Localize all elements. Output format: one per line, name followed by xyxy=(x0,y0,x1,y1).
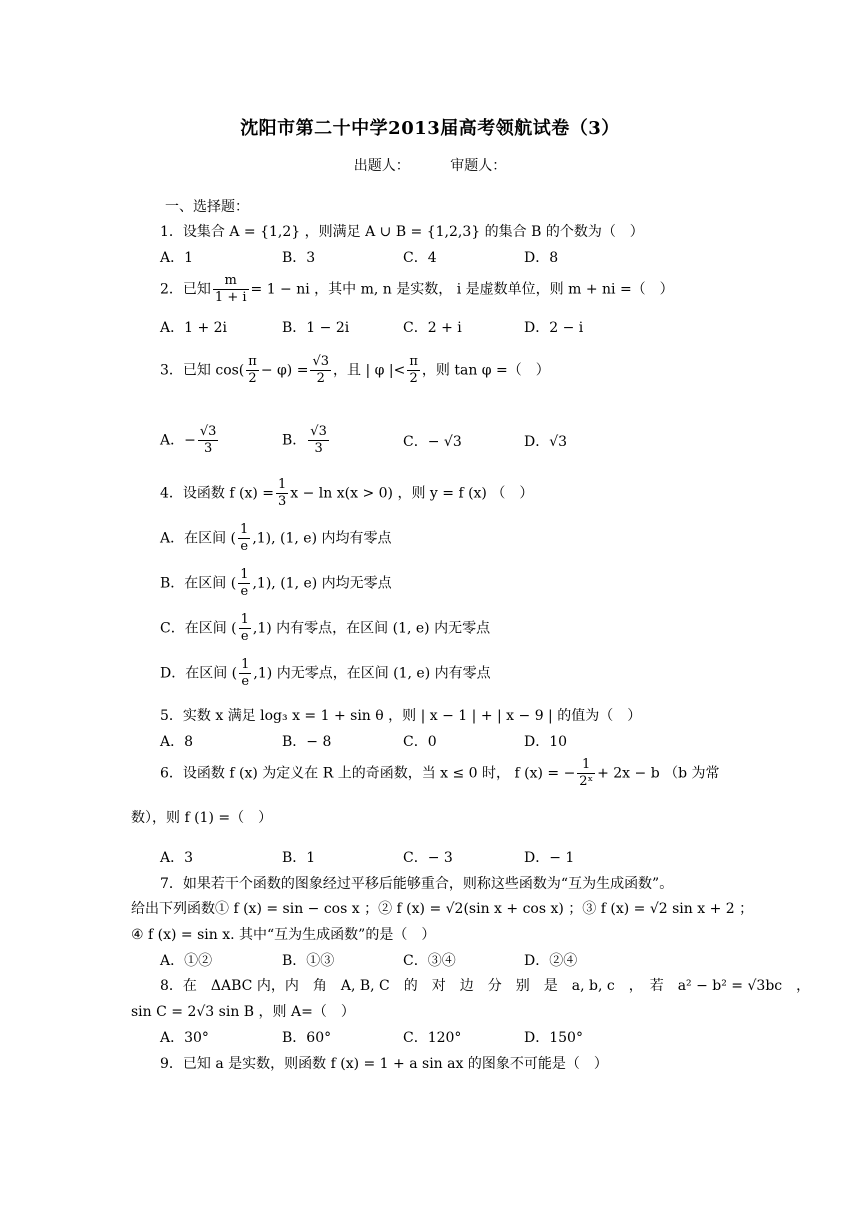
q4-option-d: D．在区间 ( $\frac{1}{e}$ ,1) 内无零点，在区间 (1, e) 内有零点 xyxy=(160,657,491,689)
q4-option-b: B．在区间 ( $\frac{1}{e}$ ,1), (1, e) 内均无零点 xyxy=(160,567,392,599)
q2-option-b: B．1 − 2i xyxy=(282,320,350,336)
q6-option-c: C．− 3 xyxy=(403,850,453,866)
q1-option-b: B．3 xyxy=(282,250,316,266)
q4-option-a: A．在区间 ( $\frac{1}{e}$ ,1), (1, e) 内均有零点 xyxy=(160,522,392,554)
question-7-line-1: 7．如果若干个函数的图象经过平移后能够重合，则称这些函数为“互为生成函数”。 xyxy=(160,876,674,892)
question-5-stem: 5．实数 x 满足 log₃ x = 1 + sin θ ，则 | x − 1 | + | x − 9 | 的值为（ ） xyxy=(160,708,642,724)
q5-option-c: C．0 xyxy=(403,734,437,750)
q7-option-b: B．①③ xyxy=(282,953,335,969)
q3-option-b: B． $\frac{√3}{3}$ xyxy=(282,424,327,456)
setter-label: 出题人： xyxy=(353,158,410,174)
question-7-line-2: 给出下列函数① f (x) = sin − cos x ；② f (x) = √2(sin x + cos x) ；③ f (x) = √2 sin x + 2 ； xyxy=(131,901,754,917)
q5-option-d: D．10 xyxy=(524,734,568,750)
q8-option-a: A．30° xyxy=(160,1030,209,1046)
q6-option-a: A．3 xyxy=(160,850,194,866)
q3-option-d: D．√3 xyxy=(524,434,568,450)
question-9-stem: 9．已知 a 是实数，则函数 f (x) = 1 + a sin ax 的图象不可能是（ ） xyxy=(160,1056,608,1072)
q5-option-b: B．− 8 xyxy=(282,734,332,750)
q5-option-a: A．8 xyxy=(160,734,194,750)
q7-option-d: D．②④ xyxy=(524,953,578,969)
question-8-line-2: sin C = 2√3 sin B ，则 A=（ ） xyxy=(131,1004,355,1020)
q1-option-d: D．8 xyxy=(524,250,559,266)
q6-option-b: B．1 xyxy=(282,850,316,866)
page-title: 沈阳市第二十中学2013届高考领航试卷（3） xyxy=(240,118,620,139)
q2-option-d: D．2 − i xyxy=(524,320,584,336)
q3-option-c: C．− √3 xyxy=(403,434,462,450)
q8-option-b: B．60° xyxy=(282,1030,332,1046)
question-1-stem: 1．设集合 A = {1,2} ，则满足 A ∪ B = {1,2,3} 的集合 B 的个数为（ ） xyxy=(160,224,644,240)
question-4-stem: 4．设函数 f (x) = $\frac{1}{3}$ x − ln x(x > 0) ，则 y = f (x) （ ） xyxy=(160,477,534,509)
q2-option-a: A．1 + 2i xyxy=(160,320,228,336)
q8-option-d: D．150° xyxy=(524,1030,583,1046)
question-2-stem: 2．已知 $\frac{m}{1 + i}$ = 1 − ni ，其中 m, n 是实数， i 是虚数单位，则 m + ni =（ ） xyxy=(160,273,674,305)
q1-option-a: A．1 xyxy=(160,250,194,266)
question-8-line-1: 8．在 ΔABC 内，内 角 A, B, C 的 对 边 分 别 是 a, b, c ， 若 a² − b² = √3bc ， xyxy=(160,978,811,994)
q7-option-a: A．①② xyxy=(160,953,213,969)
question-3-stem: 3．已知 cos( $\frac{\pi}{2}$ − φ) = $\frac{√3}{2}$ ，且 | φ |< $\frac{\pi}{2}$ ，则 tan φ =（ ） xyxy=(160,354,550,386)
q6-option-d: D．− 1 xyxy=(524,850,575,866)
q8-option-c: C．120° xyxy=(403,1030,462,1046)
q7-option-c: C．③④ xyxy=(403,953,456,969)
section-heading: 一、选择题： xyxy=(165,199,249,215)
question-6-continued: 数），则 f (1) =（ ） xyxy=(131,810,273,826)
q3-option-a: A．− $\frac{√3}{3}$ xyxy=(160,424,217,456)
question-6-stem: 6．设函数 f (x) 为定义在 R 上的奇函数，当 x ≤ 0 时， f (x) = − $\frac{1}{\text{2ˣ}}$ + 2x − b （b 为常 xyxy=(160,757,720,789)
subtitle xyxy=(0,155,860,175)
question-7-line-3: ④ f (x) = sin x. 其中“互为生成函数”的是（ ） xyxy=(131,927,436,943)
q1-option-c: C．4 xyxy=(403,250,437,266)
reviewer-label: 审题人： xyxy=(450,158,507,174)
q4-option-c: C．在区间 ( $\frac{1}{e}$ ,1) 内有零点，在区间 (1, e) 内无零点 xyxy=(160,612,491,644)
q2-fraction: $\frac{m}{1 + i}$ xyxy=(214,273,247,305)
q2-option-c: C．2 + i xyxy=(403,320,462,336)
